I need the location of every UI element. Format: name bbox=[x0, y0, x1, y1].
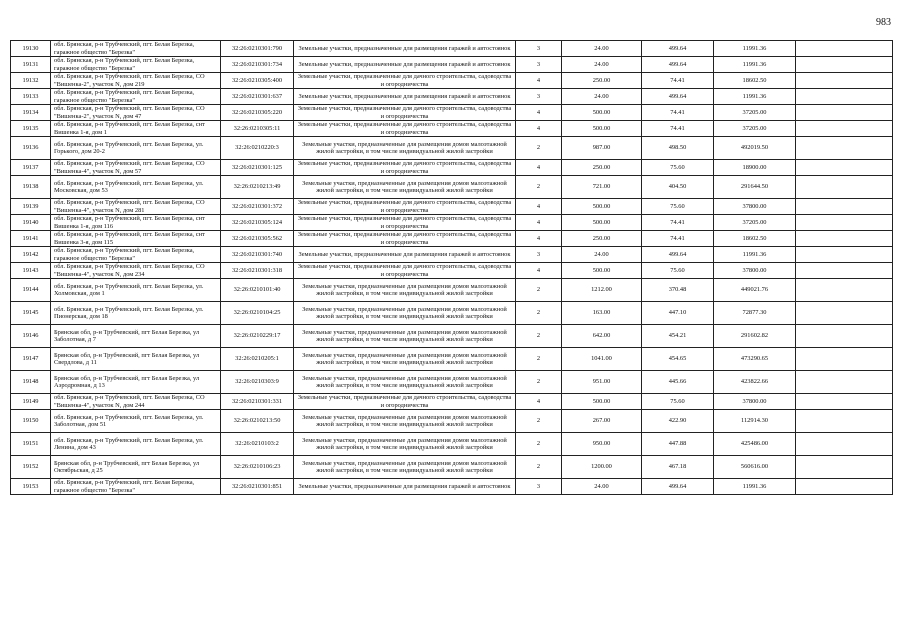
area-cell: 250.00 bbox=[562, 160, 642, 176]
row-number-cell: 19149 bbox=[11, 394, 51, 410]
specific-value-cell: 75.60 bbox=[642, 160, 714, 176]
land-use-cell: Земельные участки, предназначенные для размещения домов малоэтажной жилой застройки, в том числе индивидуальной жилой застройки bbox=[294, 176, 516, 199]
specific-value-cell: 445.66 bbox=[642, 371, 714, 394]
group-cell: 4 bbox=[516, 105, 562, 121]
cadastral-number-cell: 32:26:0210101:40 bbox=[221, 279, 294, 302]
cadastral-value-cell: 72877.30 bbox=[714, 302, 796, 325]
area-cell: 163.00 bbox=[562, 302, 642, 325]
address-cell: обл. Брянская, р-н Трубчевский, пгт. Белая Березка, гаражное общество "Березка" bbox=[51, 479, 221, 495]
row-number-cell: 19150 bbox=[11, 410, 51, 433]
cadastral-number-cell: 32:26:0210106:23 bbox=[221, 456, 294, 479]
row-number-cell: 19148 bbox=[11, 371, 51, 394]
area-cell: 951.00 bbox=[562, 371, 642, 394]
table-body bbox=[11, 41, 893, 495]
land-use-cell: Земельные участки, предназначенные для размещения домов малоэтажной жилой застройки, в том числе индивидуальной жилой застройки bbox=[294, 279, 516, 302]
specific-value-cell: 370.48 bbox=[642, 279, 714, 302]
cadastral-number-cell: 32:26:0210213:49 bbox=[221, 176, 294, 199]
row-number-cell: 19145 bbox=[11, 302, 51, 325]
row-number-cell: 19152 bbox=[11, 456, 51, 479]
empty-cell bbox=[796, 279, 893, 302]
land-use-cell: Земельные участки, предназначенные для дачного строительства, садоводства и огородничества bbox=[294, 263, 516, 279]
cadastral-number-cell: 32:26:0210104:25 bbox=[221, 302, 294, 325]
empty-cell bbox=[796, 121, 893, 137]
row-number-cell: 19143 bbox=[11, 263, 51, 279]
group-cell: 4 bbox=[516, 394, 562, 410]
row-number-cell: 19142 bbox=[11, 247, 51, 263]
table-row bbox=[11, 160, 893, 176]
land-use-cell: Земельные участки, предназначенные для размещения гаражей и автостоянок bbox=[294, 89, 516, 105]
specific-value-cell: 74.41 bbox=[642, 121, 714, 137]
specific-value-cell: 74.41 bbox=[642, 215, 714, 231]
cadastral-value-cell: 449021.76 bbox=[714, 279, 796, 302]
empty-cell bbox=[796, 348, 893, 371]
empty-cell bbox=[796, 176, 893, 199]
row-number-cell: 19131 bbox=[11, 57, 51, 73]
specific-value-cell: 499.64 bbox=[642, 247, 714, 263]
cadastral-number-cell: 32:26:0210301:637 bbox=[221, 89, 294, 105]
area-cell: 500.00 bbox=[562, 121, 642, 137]
address-cell: обл. Брянская, р-н Трубчевский, пгт. Белая Березка, ул. Холмовская, дом 1 bbox=[51, 279, 221, 302]
cadastral-value-cell: 37800.00 bbox=[714, 199, 796, 215]
specific-value-cell: 74.41 bbox=[642, 231, 714, 247]
row-number-cell: 19133 bbox=[11, 89, 51, 105]
specific-value-cell: 499.64 bbox=[642, 89, 714, 105]
cadastral-value-table bbox=[10, 40, 893, 495]
table-row bbox=[11, 302, 893, 325]
address-cell: обл. Брянская, р-н Трубчевский, пгт. Белая Березка, снт Вишенка 1-я, дом 1 bbox=[51, 121, 221, 137]
table-row bbox=[11, 121, 893, 137]
group-cell: 2 bbox=[516, 279, 562, 302]
address-cell: обл. Брянская, р-н Трубчевский, пгт. Белая Березка, СО "Вишенка-2", участок N, дом 47 bbox=[51, 105, 221, 121]
area-cell: 500.00 bbox=[562, 215, 642, 231]
address-cell: обл. Брянская, р-н Трубчевский, пгт. Белая Березка, СО "Вишенка-4", участок N, дом 281 bbox=[51, 199, 221, 215]
area-cell: 500.00 bbox=[562, 199, 642, 215]
address-cell: обл. Брянская, р-н Трубчевский, пгт. Белая Березка, СО "Вишенка-2", участок N, дом 219 bbox=[51, 73, 221, 89]
address-cell: обл. Брянская, р-н Трубчевский, пгт. Белая Березка, СО "Вишенка-4", участок N, дом 234 bbox=[51, 263, 221, 279]
land-use-cell: Земельные участки, предназначенные для размещения гаражей и автостоянок bbox=[294, 479, 516, 495]
cadastral-value-cell: 37205.00 bbox=[714, 105, 796, 121]
area-cell: 250.00 bbox=[562, 231, 642, 247]
group-cell: 2 bbox=[516, 410, 562, 433]
land-use-cell: Земельные участки, предназначенные для размещения гаражей и автостоянок bbox=[294, 41, 516, 57]
specific-value-cell: 74.41 bbox=[642, 105, 714, 121]
table-row bbox=[11, 105, 893, 121]
cadastral-value-cell: 291602.82 bbox=[714, 325, 796, 348]
empty-cell bbox=[796, 215, 893, 231]
cadastral-number-cell: 32:26:0210229:17 bbox=[221, 325, 294, 348]
empty-cell bbox=[796, 89, 893, 105]
empty-cell bbox=[796, 410, 893, 433]
cadastral-value-cell: 425486.00 bbox=[714, 433, 796, 456]
empty-cell bbox=[796, 199, 893, 215]
cadastral-value-cell: 291644.50 bbox=[714, 176, 796, 199]
table-row bbox=[11, 215, 893, 231]
address-cell: обл. Брянская, р-н Трубчевский, пгт. Белая Березка, гаражное общество "Березка" bbox=[51, 247, 221, 263]
group-cell: 2 bbox=[516, 433, 562, 456]
land-use-cell: Земельные участки, предназначенные для дачного строительства, садоводства и огородничества bbox=[294, 215, 516, 231]
address-cell: Брянская обл, р-н Трубчевский, пгт Белая Березка, ул Аэродромная, д 13 bbox=[51, 371, 221, 394]
address-cell: обл. Брянская, р-н Трубчевский, пгт. Белая Березка, ул. Заболотная, дом 51 bbox=[51, 410, 221, 433]
cadastral-number-cell: 32:26:0210305:11 bbox=[221, 121, 294, 137]
table-row bbox=[11, 199, 893, 215]
table-row bbox=[11, 433, 893, 456]
table-row bbox=[11, 57, 893, 73]
specific-value-cell: 499.64 bbox=[642, 57, 714, 73]
address-cell: обл. Брянская, р-н Трубчевский, пгт. Белая Березка, СО "Вишенка-4", участок N, дом 244 bbox=[51, 394, 221, 410]
group-cell: 2 bbox=[516, 137, 562, 160]
group-cell: 3 bbox=[516, 41, 562, 57]
area-cell: 250.00 bbox=[562, 73, 642, 89]
land-use-cell: Земельные участки, предназначенные для дачного строительства, садоводства и огородничества bbox=[294, 121, 516, 137]
address-cell: Брянская обл, р-н Трубчевский, пгт Белая Березка, ул Свердлова, д 11 bbox=[51, 348, 221, 371]
land-use-cell: Земельные участки, предназначенные для размещения домов малоэтажной жилой застройки, в том числе индивидуальной жилой застройки bbox=[294, 302, 516, 325]
address-cell: обл. Брянская, р-н Трубчевский, пгт. Белая Березка, гаражное общество "Березка" bbox=[51, 57, 221, 73]
cadastral-number-cell: 32:26:0210305:562 bbox=[221, 231, 294, 247]
land-use-cell: Земельные участки, предназначенные для размещения гаражей и автостоянок bbox=[294, 247, 516, 263]
group-cell: 2 bbox=[516, 348, 562, 371]
table-row bbox=[11, 479, 893, 495]
land-use-cell: Земельные участки, предназначенные для размещения гаражей и автостоянок bbox=[294, 57, 516, 73]
empty-cell bbox=[796, 231, 893, 247]
group-cell: 2 bbox=[516, 302, 562, 325]
table-row bbox=[11, 348, 893, 371]
address-cell: обл. Брянская, р-н Трубчевский, пгт. Белая Березка, снт Вишенка 1-я, дом 116 bbox=[51, 215, 221, 231]
area-cell: 1041.00 bbox=[562, 348, 642, 371]
land-use-cell: Земельные участки, предназначенные для дачного строительства, садоводства и огородничества bbox=[294, 105, 516, 121]
address-cell: обл. Брянская, р-н Трубчевский, пгт. Белая Березка, снт Вишенка 3-я, дом 115 bbox=[51, 231, 221, 247]
table-row bbox=[11, 41, 893, 57]
empty-cell bbox=[796, 371, 893, 394]
table-row bbox=[11, 394, 893, 410]
row-number-cell: 19144 bbox=[11, 279, 51, 302]
group-cell: 2 bbox=[516, 456, 562, 479]
empty-cell bbox=[796, 302, 893, 325]
land-use-cell: Земельные участки, предназначенные для размещения домов малоэтажной жилой застройки, в том числе индивидуальной жилой застройки bbox=[294, 348, 516, 371]
table-row bbox=[11, 176, 893, 199]
specific-value-cell: 498.50 bbox=[642, 137, 714, 160]
table-row bbox=[11, 73, 893, 89]
land-use-cell: Земельные участки, предназначенные для размещения домов малоэтажной жилой застройки, в том числе индивидуальной жилой застройки bbox=[294, 137, 516, 160]
land-use-cell: Земельные участки, предназначенные для дачного строительства, садоводства и огородничества bbox=[294, 160, 516, 176]
cadastral-number-cell: 32:26:0210220:3 bbox=[221, 137, 294, 160]
row-number-cell: 19137 bbox=[11, 160, 51, 176]
address-cell: обл. Брянская, р-н Трубчевский, пгт. Белая Березка, гаражное общество "Березка" bbox=[51, 41, 221, 57]
area-cell: 987.00 bbox=[562, 137, 642, 160]
land-use-cell: Земельные участки, предназначенные для дачного строительства, садоводства и огородничества bbox=[294, 199, 516, 215]
row-number-cell: 19147 bbox=[11, 348, 51, 371]
address-cell: Брянская обл, р-н Трубчевский, пгт Белая Березка, ул Заболотная, д 7 bbox=[51, 325, 221, 348]
empty-cell bbox=[796, 479, 893, 495]
group-cell: 4 bbox=[516, 73, 562, 89]
cadastral-number-cell: 32:26:0210305:400 bbox=[221, 73, 294, 89]
group-cell: 2 bbox=[516, 325, 562, 348]
group-cell: 2 bbox=[516, 371, 562, 394]
area-cell: 24.00 bbox=[562, 89, 642, 105]
row-number-cell: 19146 bbox=[11, 325, 51, 348]
group-cell: 4 bbox=[516, 160, 562, 176]
row-number-cell: 19130 bbox=[11, 41, 51, 57]
area-cell: 500.00 bbox=[562, 263, 642, 279]
group-cell: 2 bbox=[516, 176, 562, 199]
empty-cell bbox=[796, 394, 893, 410]
specific-value-cell: 447.10 bbox=[642, 302, 714, 325]
specific-value-cell: 74.41 bbox=[642, 73, 714, 89]
table-row bbox=[11, 137, 893, 160]
specific-value-cell: 447.88 bbox=[642, 433, 714, 456]
cadastral-value-cell: 37205.00 bbox=[714, 121, 796, 137]
address-cell: обл. Брянская, р-н Трубчевский, пгт. Белая Березка, ул. Горького, дом 20-2 bbox=[51, 137, 221, 160]
specific-value-cell: 404.50 bbox=[642, 176, 714, 199]
land-use-cell: Земельные участки, предназначенные для дачного строительства, садоводства и огородничества bbox=[294, 394, 516, 410]
land-use-cell: Земельные участки, предназначенные для размещения домов малоэтажной жилой застройки, в том числе индивидуальной жилой застройки bbox=[294, 433, 516, 456]
empty-cell bbox=[796, 73, 893, 89]
specific-value-cell: 499.64 bbox=[642, 41, 714, 57]
cadastral-value-cell: 37800.00 bbox=[714, 394, 796, 410]
cadastral-value-cell: 112914.30 bbox=[714, 410, 796, 433]
group-cell: 3 bbox=[516, 247, 562, 263]
area-cell: 642.00 bbox=[562, 325, 642, 348]
address-cell: обл. Брянская, р-н Трубчевский, пгт. Белая Березка, ул. Московская, дом 53 bbox=[51, 176, 221, 199]
cadastral-value-cell: 37800.00 bbox=[714, 263, 796, 279]
row-number-cell: 19134 bbox=[11, 105, 51, 121]
table-row bbox=[11, 231, 893, 247]
land-use-cell: Земельные участки, предназначенные для размещения домов малоэтажной жилой застройки, в том числе индивидуальной жилой застройки bbox=[294, 410, 516, 433]
empty-cell bbox=[796, 325, 893, 348]
specific-value-cell: 499.64 bbox=[642, 479, 714, 495]
row-number-cell: 19140 bbox=[11, 215, 51, 231]
cadastral-value-cell: 37205.00 bbox=[714, 215, 796, 231]
cadastral-value-cell: 473290.65 bbox=[714, 348, 796, 371]
empty-cell bbox=[796, 160, 893, 176]
cadastral-value-cell: 11991.36 bbox=[714, 57, 796, 73]
land-use-cell: Земельные участки, предназначенные для дачного строительства, садоводства и огородничества bbox=[294, 231, 516, 247]
cadastral-number-cell: 32:26:0210213:50 bbox=[221, 410, 294, 433]
row-number-cell: 19151 bbox=[11, 433, 51, 456]
area-cell: 1212.00 bbox=[562, 279, 642, 302]
address-cell: обл. Брянская, р-н Трубчевский, пгт. Белая Березка, гаражное общество "Березка" bbox=[51, 89, 221, 105]
empty-cell bbox=[796, 105, 893, 121]
area-cell: 24.00 bbox=[562, 479, 642, 495]
cadastral-value-cell: 18602.50 bbox=[714, 73, 796, 89]
land-use-cell: Земельные участки, предназначенные для размещения домов малоэтажной жилой застройки, в том числе индивидуальной жилой застройки bbox=[294, 456, 516, 479]
cadastral-number-cell: 32:26:0210301:734 bbox=[221, 57, 294, 73]
specific-value-cell: 75.60 bbox=[642, 263, 714, 279]
cadastral-number-cell: 32:26:0210301:851 bbox=[221, 479, 294, 495]
area-cell: 500.00 bbox=[562, 105, 642, 121]
row-number-cell: 19139 bbox=[11, 199, 51, 215]
land-use-cell: Земельные участки, предназначенные для размещения домов малоэтажной жилой застройки, в том числе индивидуальной жилой застройки bbox=[294, 325, 516, 348]
page-number: 983 bbox=[876, 17, 891, 28]
cadastral-value-cell: 11991.36 bbox=[714, 479, 796, 495]
cadastral-value-cell: 11991.36 bbox=[714, 247, 796, 263]
group-cell: 4 bbox=[516, 263, 562, 279]
cadastral-number-cell: 32:26:0210305:220 bbox=[221, 105, 294, 121]
cadastral-number-cell: 32:26:0210301:331 bbox=[221, 394, 294, 410]
table-row bbox=[11, 325, 893, 348]
table-row bbox=[11, 410, 893, 433]
address-cell: обл. Брянская, р-н Трубчевский, пгт. Белая Березка, СО "Вишенка-4", участок N, дом 57 bbox=[51, 160, 221, 176]
group-cell: 4 bbox=[516, 215, 562, 231]
empty-cell bbox=[796, 247, 893, 263]
empty-cell bbox=[796, 433, 893, 456]
cadastral-number-cell: 32:26:0210301:790 bbox=[221, 41, 294, 57]
area-cell: 721.00 bbox=[562, 176, 642, 199]
cadastral-value-cell: 492019.50 bbox=[714, 137, 796, 160]
area-cell: 24.00 bbox=[562, 247, 642, 263]
empty-cell bbox=[796, 456, 893, 479]
cadastral-value-cell: 11991.36 bbox=[714, 41, 796, 57]
empty-cell bbox=[796, 41, 893, 57]
specific-value-cell: 75.60 bbox=[642, 394, 714, 410]
table-row bbox=[11, 247, 893, 263]
group-cell: 3 bbox=[516, 479, 562, 495]
land-use-cell: Земельные участки, предназначенные для размещения домов малоэтажной жилой застройки, в том числе индивидуальной жилой застройки bbox=[294, 371, 516, 394]
empty-cell bbox=[796, 57, 893, 73]
empty-cell bbox=[796, 263, 893, 279]
row-number-cell: 19138 bbox=[11, 176, 51, 199]
group-cell: 4 bbox=[516, 121, 562, 137]
group-cell: 3 bbox=[516, 57, 562, 73]
table-row bbox=[11, 371, 893, 394]
area-cell: 950.00 bbox=[562, 433, 642, 456]
table-row bbox=[11, 89, 893, 105]
cadastral-value-cell: 560616.00 bbox=[714, 456, 796, 479]
address-cell: обл. Брянская, р-н Трубчевский, пгт. Белая Березка, ул. Ленина, дом 43 bbox=[51, 433, 221, 456]
cadastral-value-cell: 423822.66 bbox=[714, 371, 796, 394]
row-number-cell: 19153 bbox=[11, 479, 51, 495]
table-row bbox=[11, 279, 893, 302]
specific-value-cell: 454.21 bbox=[642, 325, 714, 348]
group-cell: 3 bbox=[516, 89, 562, 105]
row-number-cell: 19141 bbox=[11, 231, 51, 247]
cadastral-value-cell: 18900.00 bbox=[714, 160, 796, 176]
cadastral-number-cell: 32:26:0210205:1 bbox=[221, 348, 294, 371]
area-cell: 24.00 bbox=[562, 41, 642, 57]
area-cell: 500.00 bbox=[562, 394, 642, 410]
table-row bbox=[11, 263, 893, 279]
area-cell: 24.00 bbox=[562, 57, 642, 73]
address-cell: Брянская обл, р-н Трубчевский, пгт Белая Березка, ул Октябрьская, д 25 bbox=[51, 456, 221, 479]
table-row bbox=[11, 456, 893, 479]
group-cell: 4 bbox=[516, 231, 562, 247]
specific-value-cell: 454.65 bbox=[642, 348, 714, 371]
row-number-cell: 19135 bbox=[11, 121, 51, 137]
specific-value-cell: 467.18 bbox=[642, 456, 714, 479]
cadastral-number-cell: 32:26:0210103:2 bbox=[221, 433, 294, 456]
cadastral-number-cell: 32:26:0210301:740 bbox=[221, 247, 294, 263]
row-number-cell: 19132 bbox=[11, 73, 51, 89]
area-cell: 267.00 bbox=[562, 410, 642, 433]
specific-value-cell: 422.90 bbox=[642, 410, 714, 433]
cadastral-number-cell: 32:26:0210301:318 bbox=[221, 263, 294, 279]
area-cell: 1200.00 bbox=[562, 456, 642, 479]
cadastral-value-cell: 18602.50 bbox=[714, 231, 796, 247]
cadastral-number-cell: 32:26:0210303:9 bbox=[221, 371, 294, 394]
empty-cell bbox=[796, 137, 893, 160]
specific-value-cell: 75.60 bbox=[642, 199, 714, 215]
cadastral-number-cell: 32:26:0210301:125 bbox=[221, 160, 294, 176]
cadastral-number-cell: 32:26:0210301:372 bbox=[221, 199, 294, 215]
address-cell: обл. Брянская, р-н Трубчевский, пгт. Белая Березка, ул. Пионерская, дом 18 bbox=[51, 302, 221, 325]
row-number-cell: 19136 bbox=[11, 137, 51, 160]
group-cell: 4 bbox=[516, 199, 562, 215]
cadastral-value-cell: 11991.36 bbox=[714, 89, 796, 105]
cadastral-number-cell: 32:26:0210305:124 bbox=[221, 215, 294, 231]
land-use-cell: Земельные участки, предназначенные для дачного строительства, садоводства и огородничества bbox=[294, 73, 516, 89]
